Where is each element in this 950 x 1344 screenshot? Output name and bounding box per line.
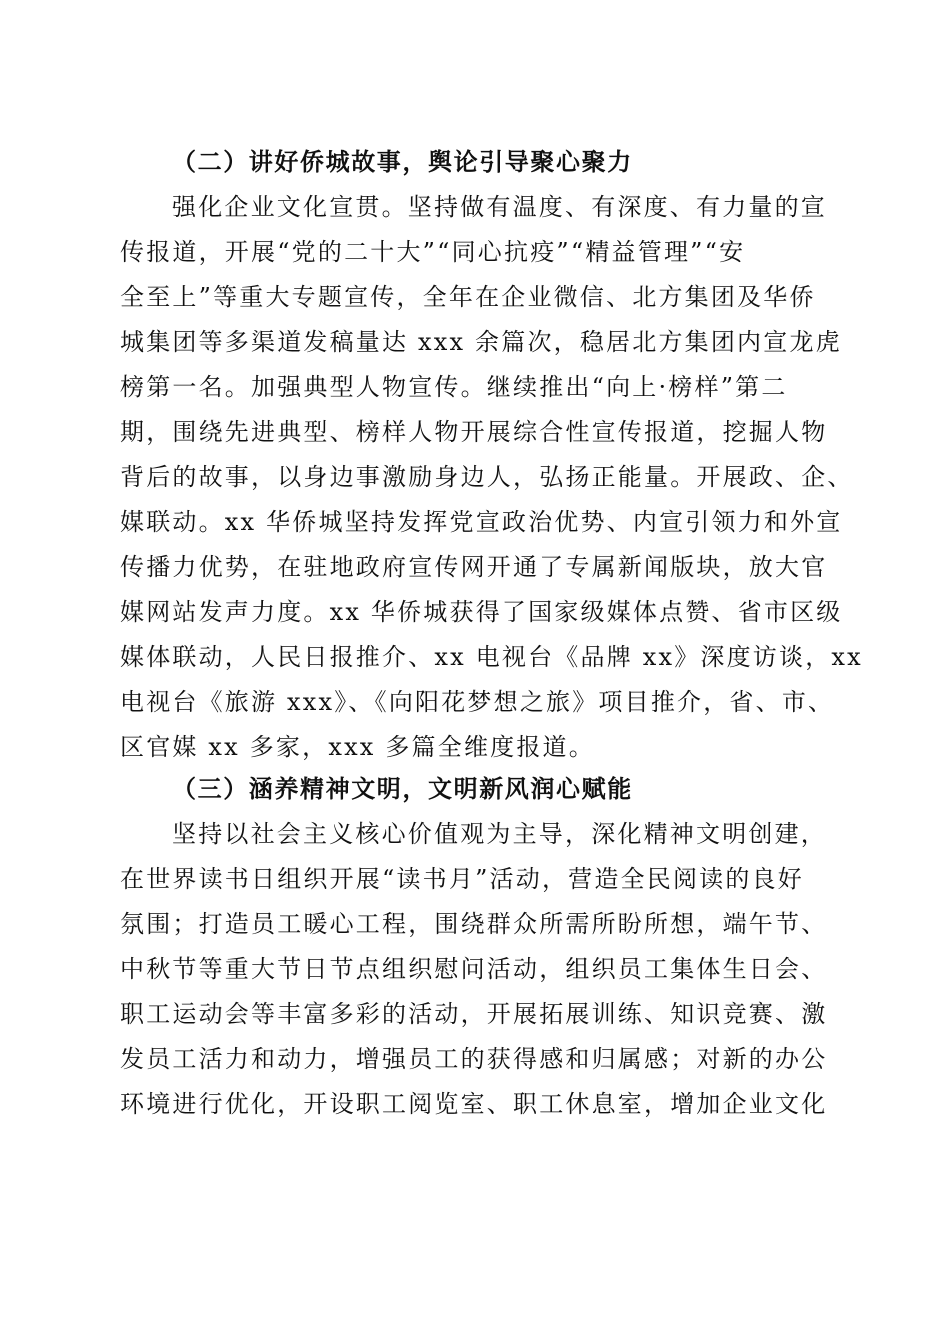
- section-3-line-3: 氛围；打造员工暖心工程，围绕群众所需所盼所想，端午节、: [120, 910, 828, 938]
- section-2-line-10: 媒网站发声力度。xx 华侨城获得了国家级媒体点赞、省市区级: [120, 598, 843, 626]
- section-2-line-11: 媒体联动，人民日报推介、xx 电视台《品牌 xx》深度访谈，xx: [120, 643, 863, 671]
- section-3-line-2: 在世界读书日组织开展“读书月”活动，营造全民阅读的良好: [120, 865, 804, 893]
- section-3-line-7: 环境进行优化，开设职工阅览室、职工休息室，增加企业文化: [120, 1090, 828, 1118]
- section-3-line-5: 职工运动会等丰富多彩的活动，开展拓展训练、知识竞赛、激: [120, 1000, 828, 1028]
- section-2-heading: （二）讲好侨城故事，舆论引导聚心聚力: [172, 147, 633, 176]
- section-2-line-3: 全至上”等重大专题宣传，全年在企业微信、北方集团及华侨: [120, 283, 816, 311]
- section-2-line-4: 城集团等多渠道发稿量达 xxx 余篇次，稳居北方集团内宣龙虎: [120, 328, 842, 356]
- section-2-line-13: 区官媒 xx 多家，xxx 多篇全维度报道。: [120, 733, 595, 761]
- section-3-heading: （三）涵养精神文明，文明新风润心赋能: [172, 774, 633, 803]
- section-2-line-2: 传报道，开展“党的二十大”“同心抗疫”“精益管理”“安: [120, 238, 746, 266]
- section-3-line-4: 中秋节等重大节日节点组织慰问活动，组织员工集体生日会、: [120, 955, 828, 983]
- section-2-line-9: 传播力优势，在驻地政府宣传网开通了专属新闻版块，放大官: [120, 553, 828, 581]
- section-2-line-12: 电视台《旅游 xxx》、《向阳花梦想之旅》项目推介，省、市、: [120, 688, 835, 716]
- section-2-line-1: 强化企业文化宣贯。坚持做有温度、有深度、有力量的宣: [172, 193, 827, 221]
- section-2-line-7: 背后的故事，以身边事激励身边人，弘扬正能量。开展政、企、: [120, 463, 854, 491]
- section-2-line-8: 媒联动。xx 华侨城坚持发挥党宣政治优势、内宣引领力和外宣: [120, 508, 843, 536]
- section-2-line-5: 榜第一名。加强典型人物宣传。继续推出“向上·榜样”第二: [120, 373, 788, 401]
- section-2-line-6: 期，围绕先进典型、榜样人物开展综合性宣传报道，挖掘人物: [120, 418, 828, 446]
- section-3-line-1: 坚持以社会主义核心价值观为主导，深化精神文明创建，: [172, 820, 827, 848]
- section-3-line-6: 发员工活力和动力，增强员工的获得感和归属感；对新的办公: [120, 1045, 828, 1073]
